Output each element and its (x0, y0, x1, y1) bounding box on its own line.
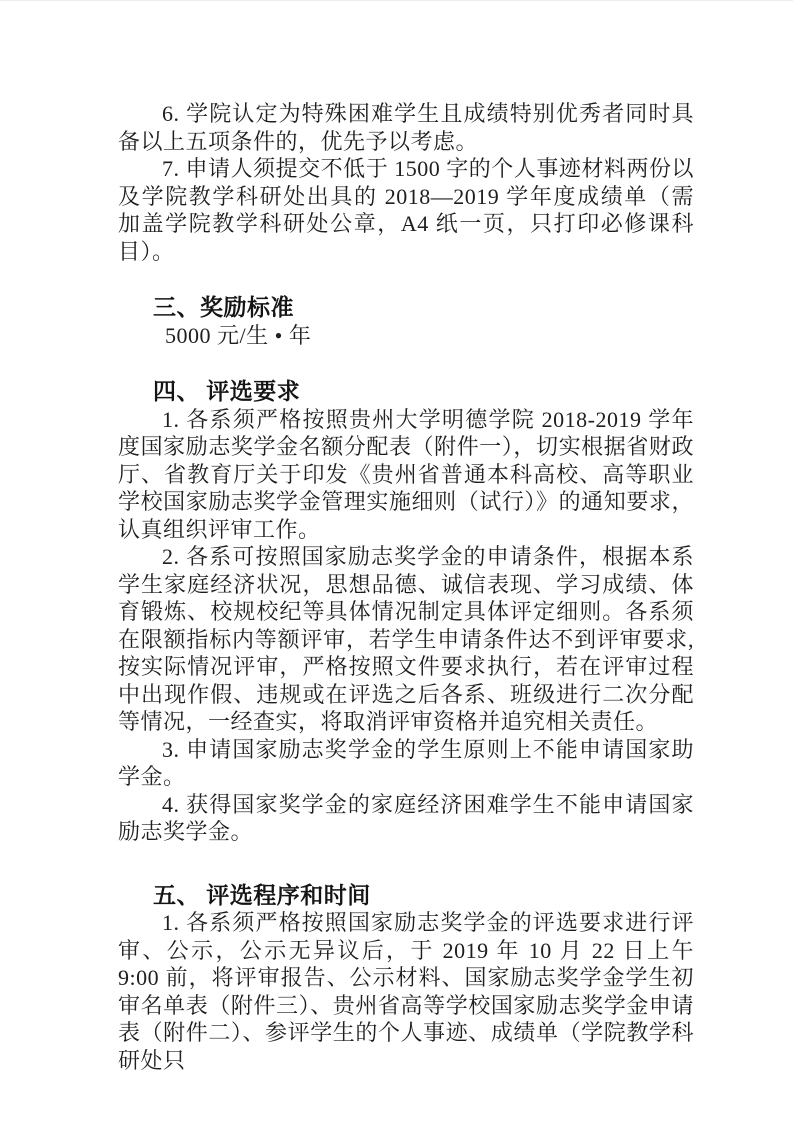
section-heading-selection-procedure: 五、 评选程序和时间 (153, 882, 371, 908)
section-heading-award-standard: 三、奖励标准 (153, 295, 294, 320)
selection-requirement-3: 3. 申请国家励志奖学金的学生原则上不能申请国家助学金。 (118, 736, 694, 789)
award-standard-amount: 5000 元/生 • 年 (165, 322, 312, 348)
document-content (0, 1, 793, 1074)
paragraph-condition-7: 7. 申请人须提交不低于 1500 字的个人事迹材料两份以及学院教学科研处出具的 2018—2019 学年度成绩单（需加盖学院教学科研处公章，A4 纸一页，只打印必修课科目）。 (118, 156, 694, 264)
selection-procedure-1: 1. 各系须严格按照国家励志奖学金的评选要求进行评审、公示，公示无异议后，于 2019 年 10 月 22 日上午 9:00 前，将评审报告、公示材料、国家励志奖学金学生初审名单表（附件三）、贵州省高等学校国家励志奖学金申请表（附件二）、参评学生的个人事迹、成绩单（学院教学科研处只 (118, 910, 694, 1073)
selection-requirement-1: 1. 各系须严格按照贵州大学明德学院 2018-2019 学年度国家励志奖学金名额分配表（附件一），切实根据省财政厅、省教育厅关于印发《贵州省普通本科高校、高等职业学校国家励志奖学金管理实施细则（试行）》的通知要求，认真组织评审工作。 (118, 406, 694, 542)
paragraph-condition-6: 6. 学院认定为特殊困难学生且成绩特别优秀者同时具备以上五项条件的，优先予以考虑。 (118, 101, 694, 154)
selection-requirement-2: 2. 各系可按照国家励志奖学金的申请条件，根据本系学生家庭经济状况，思想品德、诚信表现、学习成绩、体育锻炼、校规校纪等具体情况制定具体评定细则。各系须在限额指标内等额评审，若学生申请条件达不到评审要求,按实际情况评审，严格按照文件要求执行，若在评审过程中出现作假、违规或在评选之后各系、班级进行二次分配等情况，一经查实，将取消评审资格并追究相关责任。 (118, 544, 694, 734)
section-heading-selection-requirements: 四、 评选要求 (153, 379, 301, 404)
selection-requirement-4: 4. 获得国家奖学金的家庭经济困难学生不能申请国家励志奖学金。 (118, 791, 694, 844)
